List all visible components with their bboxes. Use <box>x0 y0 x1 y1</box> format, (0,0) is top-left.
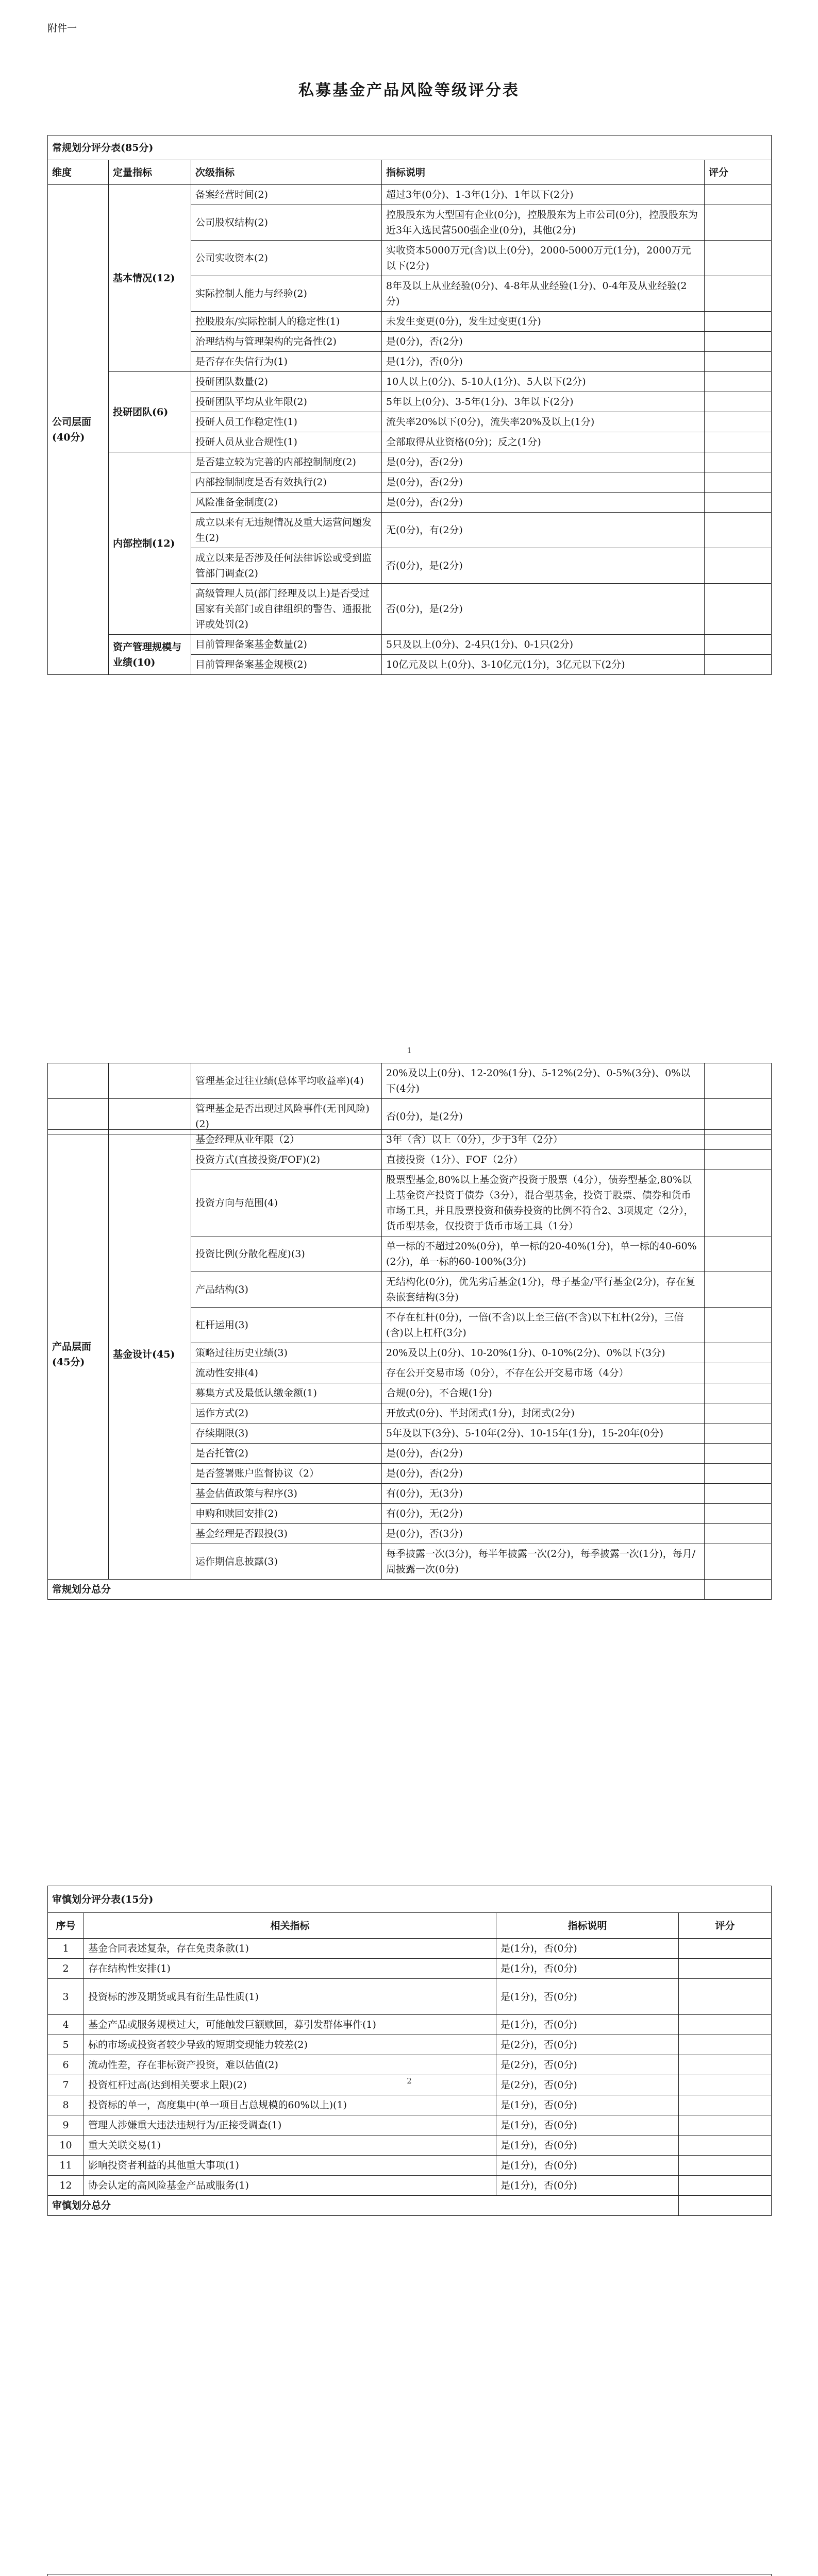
sub-indicator-cell: 投研人员工作稳定性(1) <box>191 412 382 432</box>
indicator-desc-cell: 5年及以下(3分)、5-10年(2分)、10-15年(1分)，15-20年(0分) <box>382 1423 705 1444</box>
prudent-header-no: 序号 <box>48 1913 84 1939</box>
indicator-desc-cell: 有(0分)，无(2分) <box>382 1504 705 1524</box>
prudent-no-cell: 2 <box>48 1959 84 1979</box>
sub-indicator-cell: 流动性安排(4) <box>191 1363 382 1383</box>
prudent-indicator-cell: 协会认定的高风险基金产品或服务(1) <box>84 2176 496 2196</box>
indicator-desc-cell: 每季披露一次(3分)，每半年披露一次(2分)，每季披露一次(1分)，每月/周披露一次(0分) <box>382 1544 705 1580</box>
prudent-row <box>48 2075 772 2095</box>
group-name-cell: 基本情况(12) <box>109 185 191 372</box>
indicator-desc-cell: 否(0分)，是(2分) <box>382 584 705 635</box>
indicator-desc-cell: 控股股东为大型国有企业(0分)，控股股东为上市公司(0分)，控股股东为近3年入选民营500强企业(0分)，其他(2分) <box>382 205 705 241</box>
score-cell[interactable] <box>705 635 772 655</box>
header-desc: 指标说明 <box>382 160 705 185</box>
score-cell[interactable] <box>705 493 772 513</box>
sub-indicator-cell: 是否存在失信行为(1) <box>191 352 382 372</box>
product-dimension-cell: 产品层面(45分) <box>48 1130 109 1580</box>
annex-label: 附件一 <box>47 23 77 34</box>
prudent-indicator-cell: 基金产品或服务规模过大，可能触发巨额赎回，募引发群体事件(1) <box>84 2015 496 2035</box>
score-cell[interactable] <box>705 1150 772 1170</box>
score-cell[interactable] <box>679 2055 772 2075</box>
regular-table-part1 <box>47 135 772 675</box>
score-cell[interactable] <box>705 372 772 392</box>
sub-indicator-cell: 目前管理备案基金数量(2) <box>191 635 382 655</box>
table-row <box>48 635 772 655</box>
sub-indicator-cell: 投资方式(直接投资/FOF)(2) <box>191 1150 382 1170</box>
score-cell[interactable] <box>705 1580 772 1600</box>
score-cell[interactable] <box>679 2196 772 2216</box>
score-cell[interactable] <box>679 1959 772 1979</box>
score-cell[interactable] <box>705 1423 772 1444</box>
prudent-desc-cell: 是(1分)，否(0分) <box>496 1939 679 1959</box>
score-cell[interactable] <box>679 2115 772 2136</box>
prudent-no-cell: 7 <box>48 2075 84 2095</box>
score-cell[interactable] <box>705 1544 772 1580</box>
sub-indicator-cell: 募集方式及最低认缴金额(1) <box>191 1383 382 1403</box>
sub-indicator-cell: 高级管理人员(部门经理及以上)是否受过国家有关部门或自律组织的警告、通报批评或处罚(2) <box>191 584 382 635</box>
score-cell[interactable] <box>705 1343 772 1363</box>
grade-table <box>47 2574 772 2576</box>
table-row <box>48 1130 772 1150</box>
score-cell[interactable] <box>705 472 772 493</box>
score-cell[interactable] <box>705 584 772 635</box>
regular-total-label: 常规划分总分 <box>48 1580 705 1600</box>
prudent-header-desc: 指标说明 <box>496 1913 679 1939</box>
prudent-header-score: 评分 <box>679 1913 772 1939</box>
indicator-desc-cell: 直接投资（1分）、FOF（2分） <box>382 1150 705 1170</box>
score-cell[interactable] <box>705 1464 772 1484</box>
table-row <box>48 185 772 205</box>
prudent-desc-cell: 是(1分)，否(0分) <box>496 1959 679 1979</box>
score-cell[interactable] <box>705 312 772 332</box>
score-cell[interactable] <box>705 352 772 372</box>
indicator-desc-cell: 超过3年(0分)、1-3年(1分)、1年以下(2分) <box>382 185 705 205</box>
score-cell[interactable] <box>705 513 772 548</box>
score-cell[interactable] <box>705 1524 772 1544</box>
sub-indicator-cell: 是否签署账户监督协议（2） <box>191 1464 382 1484</box>
prudent-row <box>48 2176 772 2196</box>
score-cell[interactable] <box>705 412 772 432</box>
indicator-desc-cell: 5年以上(0分)、3-5年(1分)、3年以下(2分) <box>382 392 705 412</box>
prudent-indicator-cell: 投资杠杆过高(达到相关要求上限)(2) <box>84 2075 496 2095</box>
indicator-desc-cell: 8年及以上从业经验(0分)、4-8年从业经验(1分)、0-4年及从业经验(2分) <box>382 276 705 312</box>
regular-total-row <box>48 1580 772 1600</box>
prudent-desc-cell: 是(2分)，否(0分) <box>496 2055 679 2075</box>
prudent-indicator-cell: 存在结构性安排(1) <box>84 1959 496 1979</box>
prudent-no-cell: 12 <box>48 2176 84 2196</box>
score-cell[interactable] <box>705 432 772 452</box>
score-cell[interactable] <box>705 1504 772 1524</box>
page-title: 私募基金产品风险等级评分表 <box>298 81 520 99</box>
group-name-cell: 资产管理规模与业绩(10) <box>109 635 191 675</box>
prudent-indicator-cell: 投资标的涉及期货或具有衍生品性质(1) <box>84 1979 496 2015</box>
indicator-desc-cell: 是(0分)，否(2分) <box>382 452 705 472</box>
indicator-desc-cell: 是(0分)，否(2分) <box>382 332 705 352</box>
score-cell[interactable] <box>705 452 772 472</box>
regular-section-title: 常规划分评分表(85分) <box>48 135 772 160</box>
group-continuation <box>109 1063 191 1099</box>
prudent-no-cell: 8 <box>48 2095 84 2115</box>
sub-indicator-cell: 投研团队平均从业年限(2) <box>191 392 382 412</box>
score-cell[interactable] <box>705 1236 772 1272</box>
indicator-desc-cell: 合规(0分)，不合规(1分) <box>382 1383 705 1403</box>
prudent-row <box>48 1939 772 1959</box>
score-cell[interactable] <box>705 205 772 241</box>
prudent-indicator-cell: 流动性差，存在非标资产投资，难以估值(2) <box>84 2055 496 2075</box>
sub-indicator-cell: 是否建立较为完善的内部控制制度(2) <box>191 452 382 472</box>
indicator-desc-cell: 实收资本5000万元(含)以上(0分)，2000-5000万元(1分)，2000万元以下(2分) <box>382 241 705 276</box>
indicator-desc-cell: 是(0分)，否(2分) <box>382 493 705 513</box>
sub-indicator-cell: 是否托管(2) <box>191 1444 382 1464</box>
regular-table-part2 <box>47 1063 772 1134</box>
prudent-row <box>48 2035 772 2055</box>
score-cell[interactable] <box>705 655 772 675</box>
prudent-row <box>48 1959 772 1979</box>
dimension-continuation <box>48 1063 109 1099</box>
score-cell[interactable] <box>705 548 772 584</box>
group-name-cell: 基金设计(45) <box>109 1130 191 1580</box>
sub-indicator-cell: 投资比例(分散化程度)(3) <box>191 1236 382 1272</box>
sub-indicator-cell: 运作方式(2) <box>191 1403 382 1423</box>
sub-indicator-cell: 控股股东/实际控制人的稳定性(1) <box>191 312 382 332</box>
indicator-desc-cell: 有(0分)，无(3分) <box>382 1484 705 1504</box>
prudent-desc-cell: 是(1分)，否(0分) <box>496 1979 679 2015</box>
prudent-row <box>48 2015 772 2035</box>
prudent-no-cell: 3 <box>48 1979 84 2015</box>
score-cell[interactable] <box>679 2156 772 2176</box>
prudent-desc-cell: 是(1分)，否(0分) <box>496 2136 679 2156</box>
sub-indicator-cell: 风险准备金制度(2) <box>191 493 382 513</box>
sub-indicator-cell: 公司实收资本(2) <box>191 241 382 276</box>
sub-indicator-cell: 基金估值政策与程序(3) <box>191 1484 382 1504</box>
product-table <box>47 1129 772 1600</box>
table-row <box>48 452 772 472</box>
prudent-no-cell: 1 <box>48 1939 84 1959</box>
sub-indicator-cell: 杠杆运用(3) <box>191 1308 382 1343</box>
sub-indicator-cell: 申购和赎回安排(2) <box>191 1504 382 1524</box>
indicator-desc-cell: 是(1分)，否(0分) <box>382 352 705 372</box>
sub-indicator-cell: 管理基金过往业绩(总体平均收益率)(4) <box>191 1063 382 1099</box>
indicator-desc-cell: 无(0分)，有(2分) <box>382 513 705 548</box>
table-row <box>48 372 772 392</box>
indicator-desc-cell: 全部取得从业资格(0分)；反之(1分) <box>382 432 705 452</box>
prudent-row <box>48 1979 772 2015</box>
sub-indicator-cell: 存续期限(3) <box>191 1423 382 1444</box>
prudent-desc-cell: 是(2分)，否(0分) <box>496 2035 679 2055</box>
company-dimension-cell: 公司层面(40分) <box>48 185 109 675</box>
prudent-total-label: 审慎划分总分 <box>48 2196 679 2216</box>
sub-indicator-cell: 基金经理从业年限（2） <box>191 1130 382 1150</box>
indicator-desc-cell: 20%及以上(0分)、12-20%(1分)、5-12%(2分)、0-5%(3分)、0%以下(4分) <box>382 1063 705 1099</box>
prudent-row <box>48 2156 772 2176</box>
sub-indicator-cell: 备案经营时间(2) <box>191 185 382 205</box>
indicator-desc-cell: 未发生变更(0分)，发生过变更(1分) <box>382 312 705 332</box>
prudent-indicator-cell: 标的市场或投资者较少导致的短期变现能力较差(2) <box>84 2035 496 2055</box>
score-cell[interactable] <box>705 1272 772 1308</box>
indicator-desc-cell: 不存在杠杆(0分)，一倍(不含)以上至三倍(不含)以下杠杆(2分)，三倍(含)以上杠杆(3分) <box>382 1308 705 1343</box>
grade-section-title <box>48 2574 772 2576</box>
sub-indicator-cell: 投资方向与范围(4) <box>191 1170 382 1236</box>
score-cell[interactable] <box>705 1170 772 1236</box>
page-number-1: 1 <box>407 1046 412 1055</box>
header-dimension: 维度 <box>48 160 109 185</box>
prudent-no-cell: 4 <box>48 2015 84 2035</box>
sub-indicator-cell: 内部控制制度是否有效执行(2) <box>191 472 382 493</box>
sub-indicator-cell: 投研团队数量(2) <box>191 372 382 392</box>
page-number-2: 2 <box>407 2076 412 2086</box>
sub-indicator-cell: 运作期信息披露(3) <box>191 1544 382 1580</box>
indicator-desc-cell: 否(0分)，是(2分) <box>382 1099 705 1134</box>
sub-indicator-cell: 实际控制人能力与经验(2) <box>191 276 382 312</box>
indicator-desc-cell: 流失率20%以下(0分)，流失率20%及以上(1分) <box>382 412 705 432</box>
prudent-indicator-cell: 影响投资者利益的其他重大事项(1) <box>84 2156 496 2176</box>
indicator-desc-cell: 5只及以上(0分)、2-4只(1分)、0-1只(2分) <box>382 635 705 655</box>
prudent-no-cell: 5 <box>48 2035 84 2055</box>
indicator-desc-cell: 单一标的不超过20%(0分)，单一标的20-40%(1分)，单一标的40-60%(2分)，单一标的60-100%(3分) <box>382 1236 705 1272</box>
indicator-desc-cell: 是(0分)，否(3分) <box>382 1524 705 1544</box>
table-row <box>48 1063 772 1099</box>
prudent-header-indicator: 相关指标 <box>84 1913 496 1939</box>
prudent-desc-cell: 是(1分)，否(0分) <box>496 2156 679 2176</box>
score-cell[interactable] <box>705 1363 772 1383</box>
indicator-desc-cell: 是(0分)，否(2分) <box>382 1464 705 1484</box>
group-name-cell: 内部控制(12) <box>109 452 191 635</box>
indicator-desc-cell: 3年（含）以上（0分），少于3年（2分） <box>382 1130 705 1150</box>
score-cell[interactable] <box>705 1444 772 1464</box>
score-cell[interactable] <box>679 2035 772 2055</box>
score-cell[interactable] <box>679 2015 772 2035</box>
score-cell[interactable] <box>679 2075 772 2095</box>
score-cell[interactable] <box>679 1939 772 1959</box>
sub-indicator-cell: 投研人员从业合规性(1) <box>191 432 382 452</box>
sub-indicator-cell: 管理基金是否出现过风险事件(无刊风险)(2) <box>191 1099 382 1134</box>
prudent-indicator-cell: 投资标的单一，高度集中(单一项目占总规模的60%以上)(1) <box>84 2095 496 2115</box>
indicator-desc-cell: 20%及以上(0分)、10-20%(1分)、0-10%(2分)、0%以下(3分) <box>382 1343 705 1363</box>
sub-indicator-cell: 成立以来是否涉及任何法律诉讼或受到监管部门调查(2) <box>191 548 382 584</box>
sub-indicator-cell: 公司股权结构(2) <box>191 205 382 241</box>
prudent-no-cell: 11 <box>48 2156 84 2176</box>
sub-indicator-cell: 基金经理是否跟投(3) <box>191 1524 382 1544</box>
prudent-desc-cell: 是(1分)，否(0分) <box>496 2115 679 2136</box>
score-cell[interactable] <box>679 2095 772 2115</box>
prudent-row <box>48 2115 772 2136</box>
indicator-desc-cell: 否(0分)，是(2分) <box>382 548 705 584</box>
indicator-desc-cell: 10亿元及以上(0分)、3-10亿元(1分)，3亿元以下(2分) <box>382 655 705 675</box>
prudent-section-title: 审慎划分评分表(15分) <box>48 1886 772 1913</box>
indicator-desc-cell: 是(0分)，否(2分) <box>382 472 705 493</box>
prudent-desc-cell: 是(1分)，否(0分) <box>496 2095 679 2115</box>
prudent-row <box>48 2095 772 2115</box>
score-cell[interactable] <box>705 1383 772 1403</box>
prudent-no-cell: 10 <box>48 2136 84 2156</box>
prudent-no-cell: 6 <box>48 2055 84 2075</box>
indicator-desc-cell: 开放式(0分)、半封闭式(1分)，封闭式(2分) <box>382 1403 705 1423</box>
prudent-total-row <box>48 2196 772 2216</box>
score-cell[interactable] <box>705 1484 772 1504</box>
indicator-desc-cell: 无结构化(0分)，优先劣后基金(1分)，母子基金/平行基金(2分)，存在复杂嵌套结构(3分) <box>382 1272 705 1308</box>
prudent-indicator-cell: 重大关联交易(1) <box>84 2136 496 2156</box>
score-cell[interactable] <box>705 1403 772 1423</box>
prudent-table <box>47 1886 772 2216</box>
prudent-desc-cell: 是(1分)，否(0分) <box>496 2176 679 2196</box>
score-cell[interactable] <box>679 2136 772 2156</box>
sub-indicator-cell: 成立以来有无违规情况及重大运营问题发生(2) <box>191 513 382 548</box>
score-cell[interactable] <box>679 2176 772 2196</box>
score-cell[interactable] <box>705 276 772 312</box>
header-sub: 次级指标 <box>191 160 382 185</box>
indicator-desc-cell: 10人以上(0分)、5-10人(1分)、5人以下(2分) <box>382 372 705 392</box>
indicator-desc-cell: 是(0分)，否(2分) <box>382 1444 705 1464</box>
indicator-desc-cell: 股票型基金,80%以上基金资产投资于股票（4分），债券型基金,80%以上基金资产投资于债券（3分），混合型基金，投资于股票、债券和货币市场工具，并且股票投资和债券投资的比例不符合2、3项规定（2分），货币型基金，仅投资于货币市场工具（1分） <box>382 1170 705 1236</box>
score-cell[interactable] <box>705 392 772 412</box>
prudent-no-cell: 9 <box>48 2115 84 2136</box>
score-cell[interactable] <box>705 1063 772 1099</box>
score-cell[interactable] <box>705 1308 772 1343</box>
indicator-desc-cell: 存在公开交易市场（0分），不存在公开交易市场（4分） <box>382 1363 705 1383</box>
score-cell[interactable] <box>705 1130 772 1150</box>
score-cell[interactable] <box>705 241 772 276</box>
sub-indicator-cell: 治理结构与管理架构的完备性(2) <box>191 332 382 352</box>
header-score: 评分 <box>705 160 772 185</box>
prudent-desc-cell: 是(2分)，否(0分) <box>496 2075 679 2095</box>
prudent-row <box>48 2055 772 2075</box>
prudent-row <box>48 2136 772 2156</box>
score-cell[interactable] <box>679 1979 772 2015</box>
score-cell[interactable] <box>705 332 772 352</box>
group-name-cell: 投研团队(6) <box>109 372 191 452</box>
header-quant: 定量指标 <box>109 160 191 185</box>
sub-indicator-cell: 目前管理备案基金规模(2) <box>191 655 382 675</box>
sub-indicator-cell: 产品结构(3) <box>191 1272 382 1308</box>
prudent-indicator-cell: 管理人涉嫌重大违法违规行为/正接受调查(1) <box>84 2115 496 2136</box>
score-cell[interactable] <box>705 185 772 205</box>
prudent-desc-cell: 是(1分)，否(0分) <box>496 2015 679 2035</box>
sub-indicator-cell: 策略过往历史业绩(3) <box>191 1343 382 1363</box>
prudent-indicator-cell: 基金合同表述复杂，存在免责条款(1) <box>84 1939 496 1959</box>
